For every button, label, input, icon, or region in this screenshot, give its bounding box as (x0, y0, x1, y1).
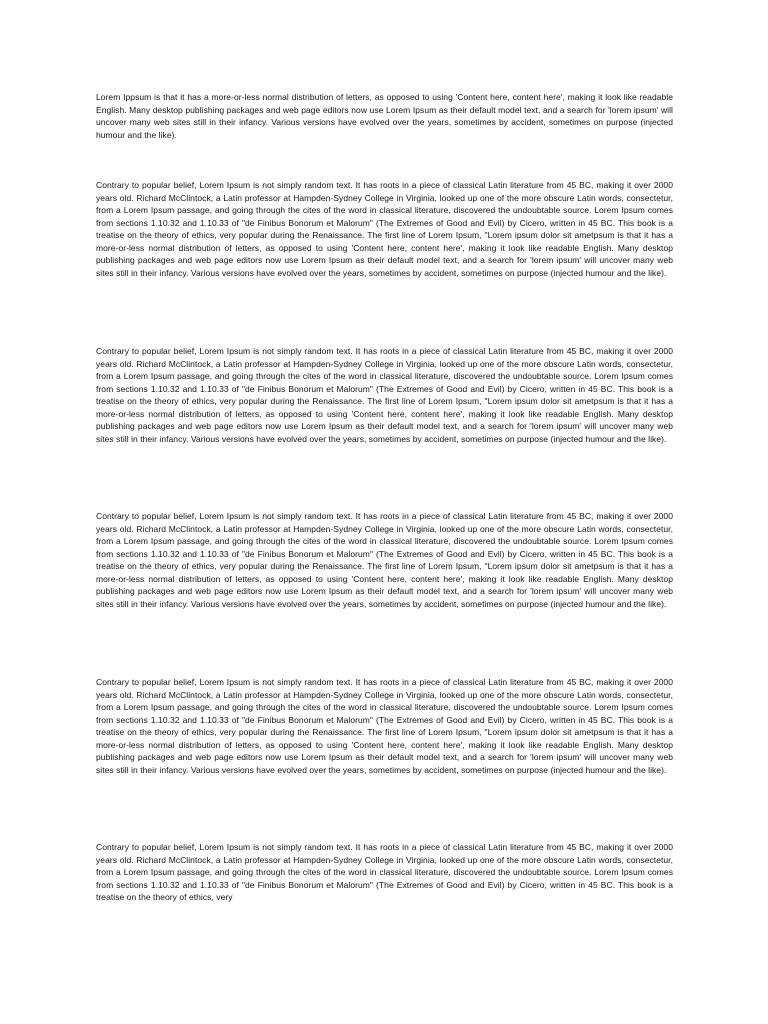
paragraph: Contrary to popular belief, Lorem Ipsum is not simply random text. It has roots in a piece of classical Latin literature from 45 BC, making it over 2000 years old. Richard McClintock, a Latin professor at Hampden-Sydney College in Virginia, looked up one of the more obscure Latin words, consectetur, from a Lorem Ipsum passage, and going through the cites of the word in classical literature, discovered the undoubtable source. Lorem Ipsum comes from sections 1.10.32 and 1.10.33 of "de Finibus Bonorum et Malorum" (The Extremes of Good and Evil) by Cicero, written in 45 BC. This book is a treatise on the theory of ethics, very popular during the Renaissance. The first line of Lorem Ipsum, "Lorem ipsum dolor sit ametpsum is that it has a more-or-less normal distribution of letters, as opposed to using 'Content here, content here', making it look like readable English. Many desktop publishing packages and web page editors now use Lorem Ipsum as their default model text, and a search for 'lorem ipsum' will uncover many web sites still in their infancy. Various versions have evolved over the years, sometimes by accident, sometimes on purpose (injected humour and the like). (96, 180, 673, 278)
paragraph: Lorem Ippsum is that it has a more-or-less normal distribution of letters, as opposed to using 'Content here, content here', making it look like readable English. Many desktop publishing packages and web page editors now use Lorem Ipsum as their default model text, and a search for 'lorem ipsum' will uncover many web sites still in their infancy. Various versions have evolved over the years, sometimes by accident, sometimes on purpose (injected humour and the like). (96, 92, 673, 140)
paragraph: Contrary to popular belief, Lorem Ipsum is not simply random text. It has roots in a piece of classical Latin literature from 45 BC, making it over 2000 years old. Richard McClintock, a Latin professor at Hampden-Sydney College in Virginia, looked up one of the more obscure Latin words, consectetur, from a Lorem Ipsum passage, and going through the cites of the word in classical literature, discovered the undoubtable source. Lorem Ipsum comes from sections 1.10.32 and 1.10.33 of "de Finibus Bonorum et Malorum" (The Extremes of Good and Evil) by Cicero, written in 45 BC. This book is a treatise on the theory of ethics, very (96, 842, 673, 902)
paragraph: Contrary to popular belief, Lorem Ipsum is not simply random text. It has roots in a piece of classical Latin literature from 45 BC, making it over 2000 years old. Richard McClintock, a Latin professor at Hampden-Sydney College in Virginia, looked up one of the more obscure Latin words, consectetur, from a Lorem Ipsum passage, and going through the cites of the word in classical literature, discovered the undoubtable source. Lorem Ipsum comes from sections 1.10.32 and 1.10.33 of "de Finibus Bonorum et Malorum" (The Extremes of Good and Evil) by Cicero, written in 45 BC. This book is a treatise on the theory of ethics, very popular during the Renaissance. The first line of Lorem Ipsum, "Lorem ipsum dolor sit ametpsum is that it has a more-or-less normal distribution of letters, as opposed to using 'Content here, content here', making it look like readable English. Many desktop publishing packages and web page editors now use Lorem Ipsum as their default model text, and a search for 'lorem ipsum' will uncover many web sites still in their infancy. Various versions have evolved over the years, sometimes by accident, sometimes on purpose (injected humour and the like). (96, 346, 673, 444)
paragraph: Contrary to popular belief, Lorem Ipsum is not simply random text. It has roots in a piece of classical Latin literature from 45 BC, making it over 2000 years old. Richard McClintock, a Latin professor at Hampden-Sydney College in Virginia, looked up one of the more obscure Latin words, consectetur, from a Lorem Ipsum passage, and going through the cites of the word in classical literature, discovered the undoubtable source. Lorem Ipsum comes from sections 1.10.32 and 1.10.33 of "de Finibus Bonorum et Malorum" (The Extremes of Good and Evil) by Cicero, written in 45 BC. This book is a treatise on the theory of ethics, very popular during the Renaissance. The first line of Lorem Ipsum, "Lorem ipsum dolor sit ametpsum is that it has a more-or-less normal distribution of letters, as opposed to using 'Content here, content here', making it look like readable English. Many desktop publishing packages and web page editors now use Lorem Ipsum as their default model text, and a search for 'lorem ipsum' will uncover many web sites still in their infancy. Various versions have evolved over the years, sometimes by accident, sometimes on purpose (injected humour and the like). (96, 677, 673, 775)
paragraph: Contrary to popular belief, Lorem Ipsum is not simply random text. It has roots in a piece of classical Latin literature from 45 BC, making it over 2000 years old. Richard McClintock, a Latin professor at Hampden-Sydney College in Virginia, looked up one of the more obscure Latin words, consectetur, from a Lorem Ipsum passage, and going through the cites of the word in classical literature, discovered the undoubtable source. Lorem Ipsum comes from sections 1.10.32 and 1.10.33 of "de Finibus Bonorum et Malorum" (The Extremes of Good and Evil) by Cicero, written in 45 BC. This book is a treatise on the theory of ethics, very popular during the Renaissance. The first line of Lorem Ipsum, "Lorem ipsum dolor sit ametpsum is that it has a more-or-less normal distribution of letters, as opposed to using 'Content here, content here', making it look like readable English. Many desktop publishing packages and web page editors now use Lorem Ipsum as their default model text, and a search for 'lorem ipsum' will uncover many web sites still in their infancy. Various versions have evolved over the years, sometimes by accident, sometimes on purpose (injected humour and the like). (96, 511, 673, 609)
